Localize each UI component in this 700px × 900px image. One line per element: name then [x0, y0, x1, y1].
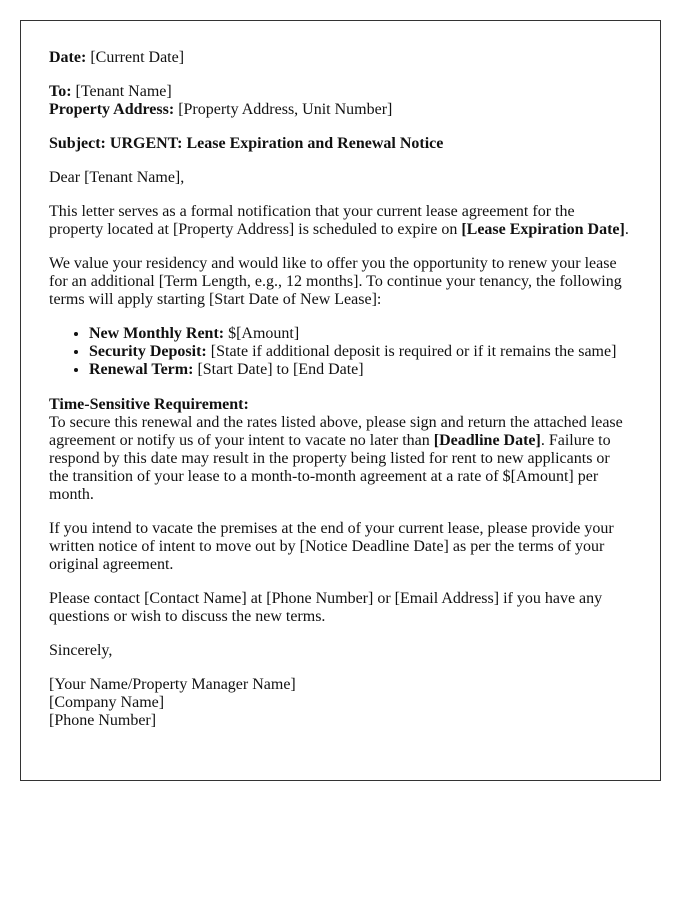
to-label: To: — [49, 83, 72, 100]
signature-block — [49, 676, 632, 730]
expiration-paragraph — [49, 203, 632, 239]
property-address-line — [49, 101, 632, 119]
term-value: [Start Date] to [End Date] — [193, 361, 364, 378]
expiration-text: This letter serves as a formal notification that your current lease agreement for the property located at [Property Address] is scheduled to expire on — [49, 203, 575, 238]
recipient-block — [49, 83, 632, 119]
signature-phone: [Phone Number] — [49, 712, 157, 729]
date-value: [Current Date] — [86, 49, 185, 66]
term-item-security-deposit — [89, 343, 632, 361]
term-value: [State if additional deposit is required or if it remains the same] — [206, 343, 617, 360]
vacate-notice-paragraph: If you intend to vacate the premises at the end of your current lease, please provide your written notice of intent to move out by [Notice Deadline Date] as per the terms of your original agreement. — [49, 520, 614, 573]
subject-line — [49, 135, 632, 153]
renewal-offer-paragraph: We value your residency and would like to offer you the opportunity to renew your lease for an additional [Term Length, e.g., 12 months]. To continue your tenancy, the following terms will apply starting [Start Date of New Lease]: — [49, 255, 622, 308]
salutation: Dear [Tenant Name], — [49, 169, 185, 186]
signature-name: [Your Name/Property Manager Name] — [49, 676, 296, 693]
lease-renewal-letter — [20, 20, 661, 781]
term-value: $[Amount] — [224, 325, 300, 342]
requirement-text-after: . Failure to respond by this date may result in the property being listed for rent to new applicants or the transition of your lease to a month-to-month agreement at a rate of $[Amount] per month. — [49, 432, 611, 503]
term-label: Security Deposit: — [89, 343, 207, 360]
terms-list — [49, 325, 632, 379]
to-line — [49, 83, 632, 101]
term-item-renewal-term — [89, 361, 632, 379]
term-label: Renewal Term: — [89, 361, 194, 378]
date-label: Date: — [49, 49, 87, 66]
closing: Sincerely, — [49, 642, 113, 659]
contact-paragraph: Please contact [Contact Name] at [Phone Number] or [Email Address] if you have any questions or wish to discuss the new terms. — [49, 590, 603, 625]
time-sensitive-heading: Time-Sensitive Requirement: — [49, 396, 249, 413]
requirement-text-before: To secure this renewal and the rates listed above, please sign and return the attached lease agreement or notify us of your intent to vacate no later than — [49, 414, 623, 449]
to-value: [Tenant Name] — [71, 83, 172, 100]
term-label: New Monthly Rent: — [89, 325, 225, 342]
signature-company: [Company Name] — [49, 694, 165, 711]
subject-text: Subject: URGENT: Lease Expiration and Renewal Notice — [49, 135, 444, 152]
date-line — [49, 49, 632, 67]
time-sensitive-section — [49, 396, 632, 504]
lease-expiration-date: [Lease Expiration Date] — [461, 221, 625, 238]
property-address-value: [Property Address, Unit Number] — [174, 101, 393, 118]
term-item-monthly-rent — [89, 325, 632, 343]
property-address-label: Property Address: — [49, 101, 175, 118]
deadline-date: [Deadline Date] — [433, 432, 541, 449]
expiration-end: . — [624, 221, 629, 238]
